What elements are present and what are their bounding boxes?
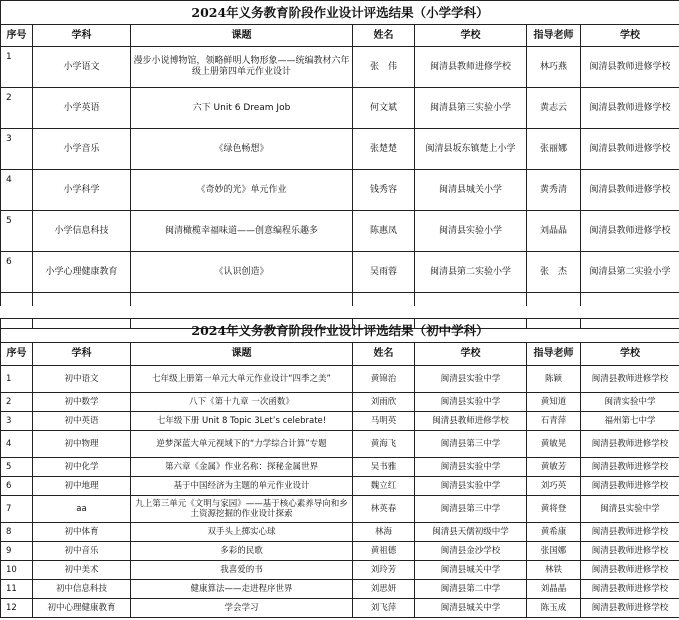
table-row xyxy=(1,580,679,599)
row-advisor: 黄敏芳 xyxy=(527,458,581,477)
row-advisor-school: 闽清县教师进修学校 xyxy=(581,580,679,599)
row-advisor: 陈颖 xyxy=(527,366,581,393)
row-number: 10 xyxy=(1,561,33,580)
row-subject: 初中物理 xyxy=(33,431,131,458)
table-row xyxy=(1,477,679,496)
row-school: 闽清县第二中学 xyxy=(415,580,527,599)
row-subject: 初中地理 xyxy=(33,477,131,496)
row-topic: 《认识创造》 xyxy=(131,252,353,293)
row-topic: 《绿色畅想》 xyxy=(131,129,353,170)
table-row xyxy=(1,412,679,431)
header-advisor-school: 学校 xyxy=(581,343,679,366)
row-number: 1 xyxy=(1,366,33,393)
header-name: 姓名 xyxy=(353,25,415,47)
table-row xyxy=(1,523,679,542)
row-topic: 多彩的民歌 xyxy=(131,542,353,561)
row-advisor: 张国娜 xyxy=(527,542,581,561)
row-school: 闽清县实验中学 xyxy=(415,477,527,496)
table-row xyxy=(1,393,679,412)
row-subject: 初中语文 xyxy=(33,366,131,393)
row-number: 5 xyxy=(1,211,33,252)
table-row xyxy=(1,431,679,458)
row-subject: 小学信息科技 xyxy=(33,211,131,252)
row-advisor: 张丽娜 xyxy=(527,129,581,170)
row-school: 闽清县坂东镇楚上小学 xyxy=(415,129,527,170)
table-row xyxy=(1,47,679,88)
row-advisor-school: 闽清县教师进修学校 xyxy=(581,366,679,393)
row-name: 马明英 xyxy=(353,412,415,431)
row-advisor-school: 闽清县教师进修学校 xyxy=(581,477,679,496)
row-name: 刘思妍 xyxy=(353,580,415,599)
row-topic: 《奇妙的光》单元作业 xyxy=(131,170,353,211)
junior-header-row xyxy=(1,343,679,366)
row-advisor-school: 闽清县教师进修学校 xyxy=(581,170,679,211)
row-subject: 小学英语 xyxy=(33,88,131,129)
row-topic: 基于中国经济为主题的单元作业设计 xyxy=(131,477,353,496)
row-name: 钱秀容 xyxy=(353,170,415,211)
row-topic: 逆梦深蓝大单元视域下的“力学综合计算”专题 xyxy=(131,431,353,458)
header-name: 姓名 xyxy=(353,343,415,366)
row-topic: 闽清橄榄幸福味道——创意编程乐趣多 xyxy=(131,211,353,252)
row-advisor: 石青萍 xyxy=(527,412,581,431)
row-topic: 双手头上掷实心球 xyxy=(131,523,353,542)
table-row xyxy=(1,496,679,523)
table-row xyxy=(1,599,679,618)
row-topic: 八下《第十九章 一次函数》 xyxy=(131,393,353,412)
row-advisor-school: 闽清县教师进修学校 xyxy=(581,542,679,561)
row-advisor: 刘巧英 xyxy=(527,477,581,496)
header-advisor: 指导老师 xyxy=(527,25,581,47)
table-row xyxy=(1,252,679,293)
row-number: 7 xyxy=(1,496,33,523)
table-row xyxy=(1,129,679,170)
table-gap xyxy=(0,306,679,318)
table-row xyxy=(1,211,679,252)
junior-results-table xyxy=(0,318,679,618)
row-name: 黄锦治 xyxy=(353,366,415,393)
row-school: 闽清县天儒初级中学 xyxy=(415,523,527,542)
row-name: 刘雨欣 xyxy=(353,393,415,412)
row-topic: 七年级上册第一单元大单元作业设计“四季之美” xyxy=(131,366,353,393)
header-advisor-school: 学校 xyxy=(581,25,679,47)
row-subject: 初中音乐 xyxy=(33,542,131,561)
row-school: 闽清县实验小学 xyxy=(415,211,527,252)
row-topic: 第六章《金属》作业名称：探秘金属世界 xyxy=(131,458,353,477)
row-advisor: 林铁 xyxy=(527,561,581,580)
row-advisor-school: 闽清县实验中学 xyxy=(581,496,679,523)
row-subject: 小学语文 xyxy=(33,47,131,88)
row-topic: 六下 Unit 6 Dream Job xyxy=(131,88,353,129)
row-advisor-school: 闽清县教师进修学校 xyxy=(581,561,679,580)
row-name: 吴雨蓉 xyxy=(353,252,415,293)
row-school: 闽清县城关中学 xyxy=(415,561,527,580)
row-advisor-school: 闽清县教师进修学校 xyxy=(581,129,679,170)
row-name: 何文斌 xyxy=(353,88,415,129)
row-number: 6 xyxy=(1,252,33,293)
row-subject: 初中英语 xyxy=(33,412,131,431)
row-school: 闽清县第二实验小学 xyxy=(415,252,527,293)
row-number: 3 xyxy=(1,412,33,431)
header-subject: 学科 xyxy=(33,343,131,366)
row-advisor: 黄希康 xyxy=(527,523,581,542)
row-name: 张 伟 xyxy=(353,47,415,88)
row-topic: 七年级下册 Unit 8 Topic 3Let’s celebrate! xyxy=(131,412,353,431)
row-advisor: 黄将登 xyxy=(527,496,581,523)
row-name: 林海 xyxy=(353,523,415,542)
row-subject: 小学音乐 xyxy=(33,129,131,170)
primary-header-row xyxy=(1,25,679,47)
row-advisor-school: 福州第七中学 xyxy=(581,412,679,431)
table-row xyxy=(1,88,679,129)
row-topic: 九上第三单元《文明与家园》——基于核心素养导向和乡土资源挖掘的作业设计探索 xyxy=(131,496,353,523)
row-topic: 学会学习 xyxy=(131,599,353,618)
row-number: 3 xyxy=(1,129,33,170)
table-row xyxy=(1,561,679,580)
row-subject: aa xyxy=(33,496,131,523)
row-number: 8 xyxy=(1,523,33,542)
row-advisor: 张 杰 xyxy=(527,252,581,293)
row-advisor-school: 闽清县教师进修学校 xyxy=(581,431,679,458)
row-number: 5 xyxy=(1,458,33,477)
row-name: 刘玲芳 xyxy=(353,561,415,580)
row-number: 6 xyxy=(1,477,33,496)
junior-table-title: 2024年义务教育阶段作业设计评选结果（初中学科） xyxy=(1,319,679,343)
row-number: 1 xyxy=(1,47,33,88)
row-subject: 初中信息科技 xyxy=(33,580,131,599)
header-no: 序号 xyxy=(1,343,33,366)
row-school: 闽清县城关中学 xyxy=(415,599,527,618)
row-advisor: 陈玉成 xyxy=(527,599,581,618)
row-name: 黄祖德 xyxy=(353,542,415,561)
row-number: 12 xyxy=(1,599,33,618)
row-school: 闽清县实验中学 xyxy=(415,366,527,393)
row-number: 4 xyxy=(1,431,33,458)
row-subject: 小学心理健康教育 xyxy=(33,252,131,293)
row-advisor: 黄志云 xyxy=(527,88,581,129)
row-advisor: 刘晶晶 xyxy=(527,211,581,252)
row-advisor: 黄知道 xyxy=(527,393,581,412)
row-advisor-school: 闽清县教师进修学校 xyxy=(581,458,679,477)
row-advisor-school: 闽清县教师进修学校 xyxy=(581,47,679,88)
row-advisor: 林巧燕 xyxy=(527,47,581,88)
row-advisor-school: 闽清县教师进修学校 xyxy=(581,599,679,618)
header-no: 序号 xyxy=(1,25,33,47)
row-topic: 漫步小说博物馆，领略鲜明人物形象——统编教材六年级上册第四单元作业设计 xyxy=(131,47,353,88)
row-name: 黄海飞 xyxy=(353,431,415,458)
row-number: 11 xyxy=(1,580,33,599)
header-advisor: 指导老师 xyxy=(527,343,581,366)
row-advisor: 黄秀清 xyxy=(527,170,581,211)
header-topic: 课题 xyxy=(131,343,353,366)
primary-table-title: 2024年义务教育阶段作业设计评选结果（小学学科） xyxy=(1,1,679,25)
header-school: 学校 xyxy=(415,25,527,47)
row-number: 2 xyxy=(1,393,33,412)
row-advisor-school: 闽清县教师进修学校 xyxy=(581,88,679,129)
row-advisor-school: 闽清实验中学 xyxy=(581,393,679,412)
row-number: 2 xyxy=(1,88,33,129)
row-school: 闽清县第三中学 xyxy=(415,431,527,458)
row-subject: 初中化学 xyxy=(33,458,131,477)
row-subject: 初中心理健康教育 xyxy=(33,599,131,618)
header-topic: 课题 xyxy=(131,25,353,47)
row-school: 闽清县教师进修学校 xyxy=(415,412,527,431)
table-row xyxy=(1,458,679,477)
row-advisor: 刘晶晶 xyxy=(527,580,581,599)
row-subject: 初中体育 xyxy=(33,523,131,542)
row-advisor-school: 闽清县教师进修学校 xyxy=(581,523,679,542)
header-school: 学校 xyxy=(415,343,527,366)
row-school: 闽清县城关小学 xyxy=(415,170,527,211)
row-school: 闽清县教师进修学校 xyxy=(415,47,527,88)
table-row xyxy=(1,542,679,561)
row-subject: 小学科学 xyxy=(33,170,131,211)
row-name: 魏立红 xyxy=(353,477,415,496)
row-topic: 健康算法——走进程序世界 xyxy=(131,580,353,599)
row-number: 4 xyxy=(1,170,33,211)
row-number: 9 xyxy=(1,542,33,561)
table-row xyxy=(1,366,679,393)
row-name: 张楚楚 xyxy=(353,129,415,170)
row-subject: 初中美术 xyxy=(33,561,131,580)
row-topic: 我喜爱的书 xyxy=(131,561,353,580)
row-name: 吴书雅 xyxy=(353,458,415,477)
row-name: 林英春 xyxy=(353,496,415,523)
row-school: 闽清县第三中学 xyxy=(415,496,527,523)
row-name: 刘飞萍 xyxy=(353,599,415,618)
header-subject: 学科 xyxy=(33,25,131,47)
row-name: 陈惠凤 xyxy=(353,211,415,252)
row-advisor: 黄敏晃 xyxy=(527,431,581,458)
row-school: 闽清县实验中学 xyxy=(415,458,527,477)
row-subject: 初中数学 xyxy=(33,393,131,412)
row-school: 闽清县实验中学 xyxy=(415,393,527,412)
table-row xyxy=(1,170,679,211)
row-advisor-school: 闽清县第二实验小学 xyxy=(581,252,679,293)
row-advisor-school: 闽清县教师进修学校 xyxy=(581,211,679,252)
row-school: 闽清县第三实验小学 xyxy=(415,88,527,129)
row-school: 闽清县金沙学校 xyxy=(415,542,527,561)
